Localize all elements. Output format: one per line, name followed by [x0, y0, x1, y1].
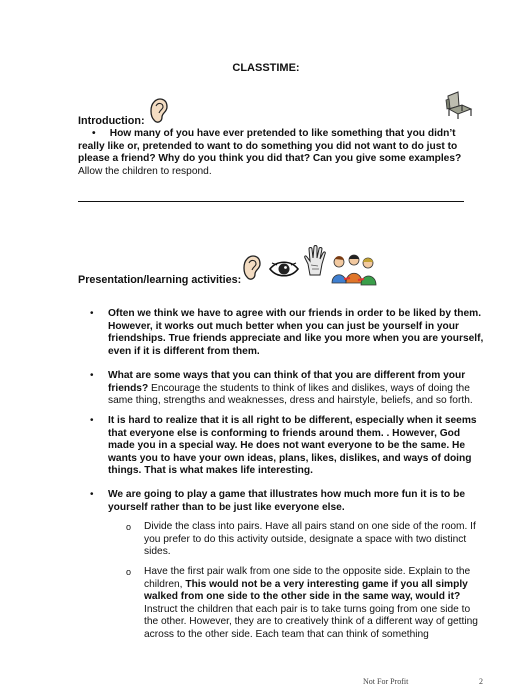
sub-list-item: [126, 521, 484, 559]
introduction-question: [78, 128, 478, 178]
sub-item-bold-text: This would not be a very interesting game if you all simply walked from one side to the other side in the same way, would it?: [144, 578, 468, 603]
section-divider: [78, 201, 464, 202]
hand-icon: [303, 245, 327, 277]
presentation-heading: Presentation/learning activities:: [78, 274, 242, 286]
circle-bullet-glyph: o: [126, 522, 132, 532]
page-title: CLASSTIME:: [232, 62, 300, 74]
bullet-glyph: •: [90, 370, 94, 381]
introduction-instruction: Allow the children to respond.: [78, 165, 212, 177]
introduction-heading: Introduction:: [78, 115, 145, 127]
footer-label: Not For Profit: [363, 677, 409, 686]
list-item: [90, 415, 485, 478]
item-bold-text: What are some ways that you can think of that you are different from your friends?: [108, 370, 466, 394]
ear-icon: [241, 253, 263, 283]
question-bold-text: How many of you have ever pretended to like something that you didn’t really like or, pretended to want to do something you did not want to do just to please a friend? Why do you think you did that? Can you give some examples?: [78, 128, 462, 165]
children-group-icon: [330, 253, 378, 287]
eye-icon: [268, 259, 300, 279]
bullet-glyph: •: [92, 128, 110, 139]
sub-list-item: [126, 566, 484, 642]
item-bold-text: Often we think we have to agree with our friends in order to be liked by them. However, it works out much better when you can just be yourself in your friendships. True friends appreciate and like you more when you are yourself, even if it is different from them.: [108, 308, 484, 357]
bullet-glyph: •: [90, 489, 94, 500]
sub-item-text: Have the first pair walk from one side to the opposite side. Explain to the children,: [144, 566, 471, 590]
list-item: [90, 308, 485, 358]
item-text: Encourage the students to think of likes and dislikes, ways of doing the same thing, strengths and weaknesses, dress and hairstyle, beliefs, and so forth.: [108, 382, 473, 407]
item-bold-text: We are going to play a game that illustrates how much more fun it is to be yourself rather than to be just like everyone else.: [108, 489, 465, 513]
item-bold-text: It is hard to realize that it is all right to be different, especially when it seems that everyone else is conforming to friends around them. . However, God made you in a special way. He does not want everyone to be the same. He wants you to have your own ideas, plans, likes, dislikes, and ways of doing things. That is what makes life interesting.: [108, 415, 477, 477]
bullet-glyph: •: [90, 308, 94, 319]
list-item: [90, 489, 485, 514]
page-number: 2: [479, 677, 483, 686]
circle-bullet-glyph: o: [126, 567, 132, 577]
ear-icon: [148, 96, 170, 126]
sub-item-text: Instruct the children that each pair is to take turns going from one side to the other. However, they are to creatively think of a different way of getting across to the other side. Each team that can think of something: [144, 603, 478, 640]
list-item: [90, 370, 485, 408]
sub-item-text: Divide the class into pairs. Have all pairs stand on one side of the room. If you prefer to do this activity outside, designate a space with two distinct sides.: [144, 521, 476, 558]
bullet-glyph: •: [90, 415, 94, 426]
chair-icon: [444, 90, 474, 120]
question-text: [78, 128, 478, 166]
